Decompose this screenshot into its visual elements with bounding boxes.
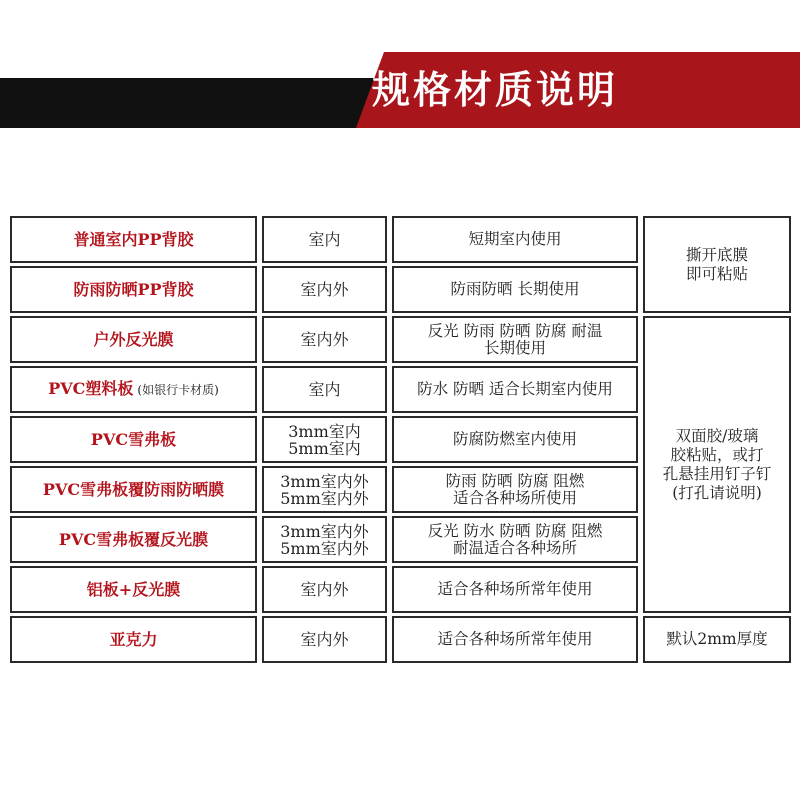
usage-environment: 室内外 — [300, 580, 349, 599]
feature-line: 防水 防晒 适合长期室内使用 — [417, 380, 613, 398]
material-name-cell — [10, 416, 257, 463]
feature-line: 反光 防水 防晒 防腐 阻燃 — [427, 521, 603, 540]
material-name: 普通室内PP背胶 — [73, 230, 194, 249]
usage-environment: 3mm室内 — [288, 421, 361, 441]
material-name: 铝板+反光膜 — [86, 580, 181, 599]
mounting-note-line: 胶粘贴，或打 — [670, 445, 764, 464]
material-name: 防雨防晒PP背胶 — [73, 280, 194, 299]
material-name: PVC雪弗板覆反光膜 — [58, 530, 209, 549]
material-name-cell — [10, 566, 257, 613]
feature-line: 防雨 防晒 防腐 阻燃 — [445, 471, 585, 490]
usage-environment-cell — [262, 316, 387, 363]
usage-environment: 室内 — [308, 230, 341, 249]
features-cell — [392, 366, 638, 413]
mounting-note-line: 即可粘贴 — [685, 264, 748, 283]
usage-environment: 室内外 — [300, 280, 349, 299]
material-name: 亚克力 — [109, 630, 158, 649]
usage-environment: 5mm室内外 — [280, 538, 369, 558]
mounting-note-line: (打孔请说明) — [672, 483, 762, 502]
mounting-note-cell-peel — [643, 216, 791, 313]
features-cell — [392, 216, 638, 263]
usage-environment: 室内外 — [300, 330, 349, 349]
usage-environment-cell — [262, 416, 387, 463]
mounting-note-line: 孔悬挂用钉子钉 — [662, 464, 772, 483]
material-name-cell — [10, 616, 257, 663]
features-cell — [392, 616, 638, 663]
material-name-cell — [10, 466, 257, 513]
feature-line: 适合各种场所使用 — [452, 488, 577, 507]
usage-environment: 3mm室内外 — [280, 471, 369, 491]
usage-environment-cell — [262, 466, 387, 513]
mounting-note-cell-thickness — [643, 616, 791, 663]
material-name: PVC雪弗板覆防雨防晒膜 — [42, 480, 225, 499]
mounting-note-cell-adhesive — [643, 316, 791, 613]
features-cell — [392, 416, 638, 463]
feature-line: 防腐防燃室内使用 — [452, 430, 577, 448]
material-name-cell — [10, 516, 257, 563]
mounting-note-line: 默认2mm厚度 — [666, 630, 768, 648]
usage-environment: 5mm室内外 — [280, 488, 369, 508]
material-name: PVC塑料板 — [48, 379, 134, 398]
feature-line: 适合各种场所常年使用 — [437, 630, 593, 648]
features-cell — [392, 566, 638, 613]
usage-environment-cell — [262, 266, 387, 313]
usage-environment-cell — [262, 566, 387, 613]
material-name-cell — [10, 366, 257, 413]
feature-line: 耐温适合各种场所 — [452, 538, 577, 557]
material-name-note: (如银行卡材质) — [137, 383, 219, 397]
feature-line: 长期使用 — [483, 338, 546, 357]
features-cell — [392, 316, 638, 363]
material-name: 户外反光膜 — [93, 330, 174, 349]
feature-line: 反光 防雨 防晒 防腐 耐温 — [427, 321, 603, 340]
mounting-note-line: 撕开底膜 — [685, 245, 748, 264]
usage-environment-cell — [262, 216, 387, 263]
material-name-cell — [10, 216, 257, 263]
features-cell — [392, 466, 638, 513]
feature-line: 短期室内使用 — [468, 230, 562, 248]
page-title: 规格材质说明 — [372, 68, 619, 112]
mounting-note-line: 双面胶/玻璃 — [675, 426, 759, 445]
material-name-cell — [10, 316, 257, 363]
usage-environment: 3mm室内外 — [280, 521, 369, 541]
usage-environment: 5mm室内 — [288, 438, 361, 458]
features-cell — [392, 516, 638, 563]
feature-line: 适合各种场所常年使用 — [437, 580, 593, 598]
features-cell — [392, 266, 638, 313]
usage-environment-cell — [262, 516, 387, 563]
usage-environment-cell — [262, 616, 387, 663]
usage-environment-cell — [262, 366, 387, 413]
material-name: PVC雪弗板 — [90, 430, 177, 449]
feature-line: 防雨防晒 长期使用 — [450, 280, 580, 298]
usage-environment: 室内外 — [300, 630, 349, 649]
usage-environment: 室内 — [308, 380, 341, 399]
material-name-cell — [10, 266, 257, 313]
